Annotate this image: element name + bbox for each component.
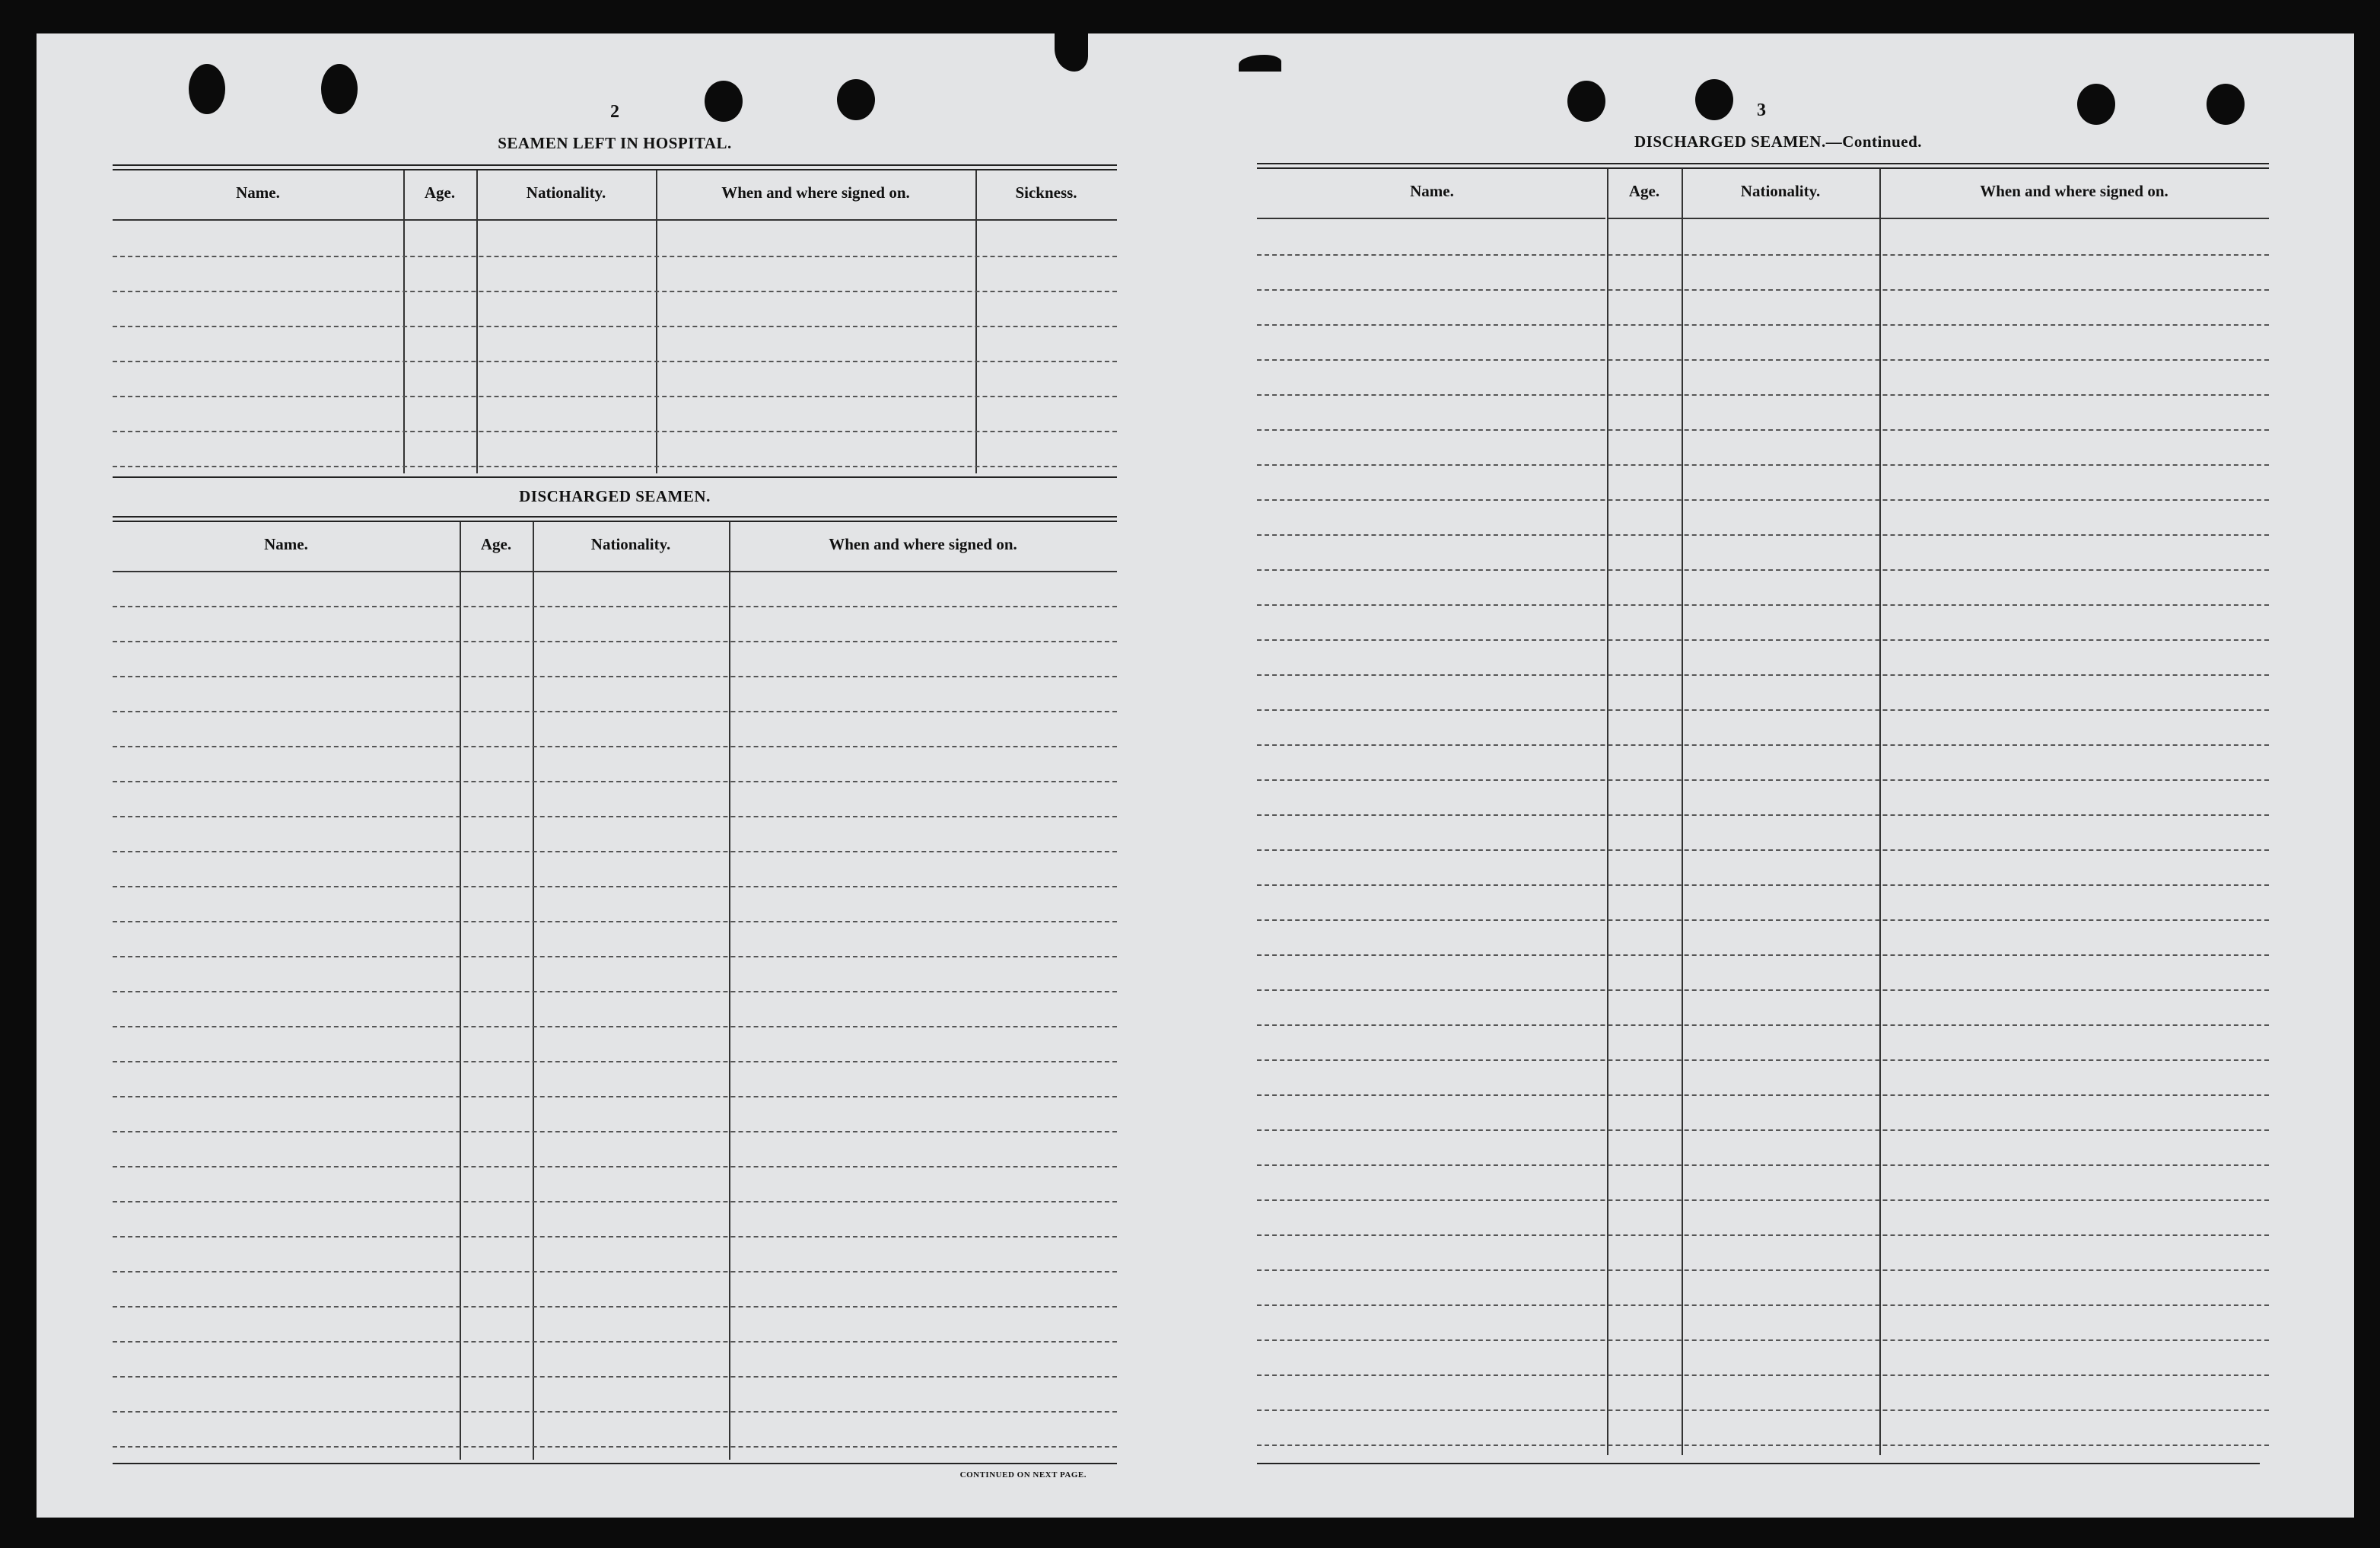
column-divider [1607, 169, 1608, 1455]
table-row [113, 396, 1117, 397]
table-row [113, 1446, 1117, 1448]
double-rule [113, 164, 1117, 166]
section-title-discharged-continued: DISCHARGED SEAMEN.—Continued. [1634, 132, 1922, 151]
table-row [113, 1096, 1117, 1097]
table-row [113, 466, 1117, 467]
table-row [1257, 1164, 2269, 1166]
column-header-nationality: Nationality. [1740, 182, 1821, 200]
column-divider [1879, 169, 1881, 1455]
table-row [1257, 1444, 2269, 1446]
column-header-age: Age. [480, 535, 512, 553]
table-row [113, 1376, 1117, 1378]
table-row [1257, 1024, 2269, 1026]
page-number: 2 [610, 102, 619, 122]
table-row [1257, 1094, 2269, 1096]
header-underline [657, 219, 975, 221]
column-divider [975, 170, 977, 473]
table-row [113, 956, 1117, 957]
column-header-nationality: Nationality. [590, 535, 671, 553]
table-row [1257, 254, 2269, 256]
header-underline [534, 571, 729, 572]
table-row [1257, 394, 2269, 396]
table-row [113, 1271, 1117, 1272]
table-row [113, 886, 1117, 887]
column-divider [476, 170, 478, 473]
table-row [113, 1026, 1117, 1027]
table-row [1257, 954, 2269, 956]
table-row [113, 921, 1117, 922]
header-underline [1683, 218, 1879, 219]
table-row [113, 1201, 1117, 1202]
table-row [1257, 989, 2269, 991]
header-underline [113, 571, 460, 572]
table-row [113, 1411, 1117, 1413]
table-row [113, 1131, 1117, 1132]
table-row [1257, 499, 2269, 501]
hospital-table [113, 170, 1117, 475]
header-underline [461, 571, 533, 572]
column-header-age: Age. [1628, 182, 1660, 200]
table-row [113, 291, 1117, 292]
table-row [1257, 919, 2269, 921]
header-underline [1608, 218, 1682, 219]
header-underline [405, 219, 476, 221]
column-header-name: Name. [236, 183, 280, 202]
column-header-nationality: Nationality. [526, 183, 606, 202]
table-row [113, 746, 1117, 747]
table-row [1257, 569, 2269, 571]
table-row [113, 781, 1117, 782]
table-row [1257, 744, 2269, 746]
table-row [113, 361, 1117, 362]
table-row [1257, 1374, 2269, 1376]
column-header-sickness: Sickness. [1015, 183, 1077, 202]
table-row [113, 1236, 1117, 1237]
table-row [1257, 709, 2269, 711]
table-row [1257, 1234, 2269, 1236]
table-row [1257, 289, 2269, 291]
column-header-signed-on: When and where signed on. [721, 183, 910, 202]
table-row [1257, 1304, 2269, 1306]
table-row [1257, 1409, 2269, 1411]
column-divider [656, 170, 657, 473]
page-number: 3 [1757, 100, 1766, 120]
discharged-table [113, 522, 1117, 1463]
table-row [113, 1166, 1117, 1167]
table-row [113, 1061, 1117, 1062]
header-underline [977, 219, 1117, 221]
table-row [1257, 814, 2269, 816]
bottom-rule [113, 1463, 1117, 1464]
table-row [1257, 1269, 2269, 1271]
discharged-continued-table [1257, 169, 2269, 1463]
table-row [1257, 464, 2269, 466]
table-row [113, 991, 1117, 992]
table-row [113, 851, 1117, 852]
table-row [1257, 1339, 2269, 1341]
column-header-name: Name. [264, 535, 308, 553]
left-page [113, 33, 1117, 1518]
header-underline [478, 219, 656, 221]
table-row [1257, 359, 2269, 361]
header-underline [730, 571, 1117, 572]
double-rule [1257, 163, 2269, 164]
table-row [113, 816, 1117, 817]
table-row [113, 431, 1117, 432]
table-row [1257, 604, 2269, 606]
header-underline [1257, 218, 1605, 219]
section-title-discharged: DISCHARGED SEAMEN. [519, 487, 711, 505]
table-row [1257, 1199, 2269, 1201]
form-sheet [37, 33, 2354, 1518]
table-row [1257, 884, 2269, 886]
continued-note: CONTINUED ON NEXT PAGE. [959, 1470, 1087, 1480]
column-header-age: Age. [424, 183, 456, 202]
header-underline [113, 219, 403, 221]
column-divider [403, 170, 405, 473]
header-underline [1881, 218, 2269, 219]
table-row [1257, 1059, 2269, 1061]
column-header-signed-on: When and where signed on. [1980, 182, 2168, 200]
table-row [1257, 849, 2269, 851]
table-row [113, 641, 1117, 642]
table-row [113, 1306, 1117, 1308]
table-row [1257, 534, 2269, 536]
right-page [1257, 33, 2269, 1518]
table-row [113, 256, 1117, 257]
section-title-hospital: SEAMEN LEFT IN HOSPITAL. [498, 134, 732, 152]
double-rule [113, 516, 1117, 518]
table-row [113, 1341, 1117, 1343]
table-row [1257, 1129, 2269, 1131]
table-row [113, 606, 1117, 607]
bottom-rule [1257, 1463, 2260, 1464]
table-row [113, 711, 1117, 712]
section-rule [113, 476, 1117, 478]
table-row [113, 326, 1117, 327]
table-row [1257, 324, 2269, 326]
table-row [1257, 639, 2269, 641]
table-row [113, 676, 1117, 677]
column-header-name: Name. [1410, 182, 1454, 200]
column-header-signed-on: When and where signed on. [829, 535, 1017, 553]
table-row [1257, 429, 2269, 431]
table-row [1257, 779, 2269, 781]
table-row [1257, 674, 2269, 676]
column-divider [1682, 169, 1683, 1455]
